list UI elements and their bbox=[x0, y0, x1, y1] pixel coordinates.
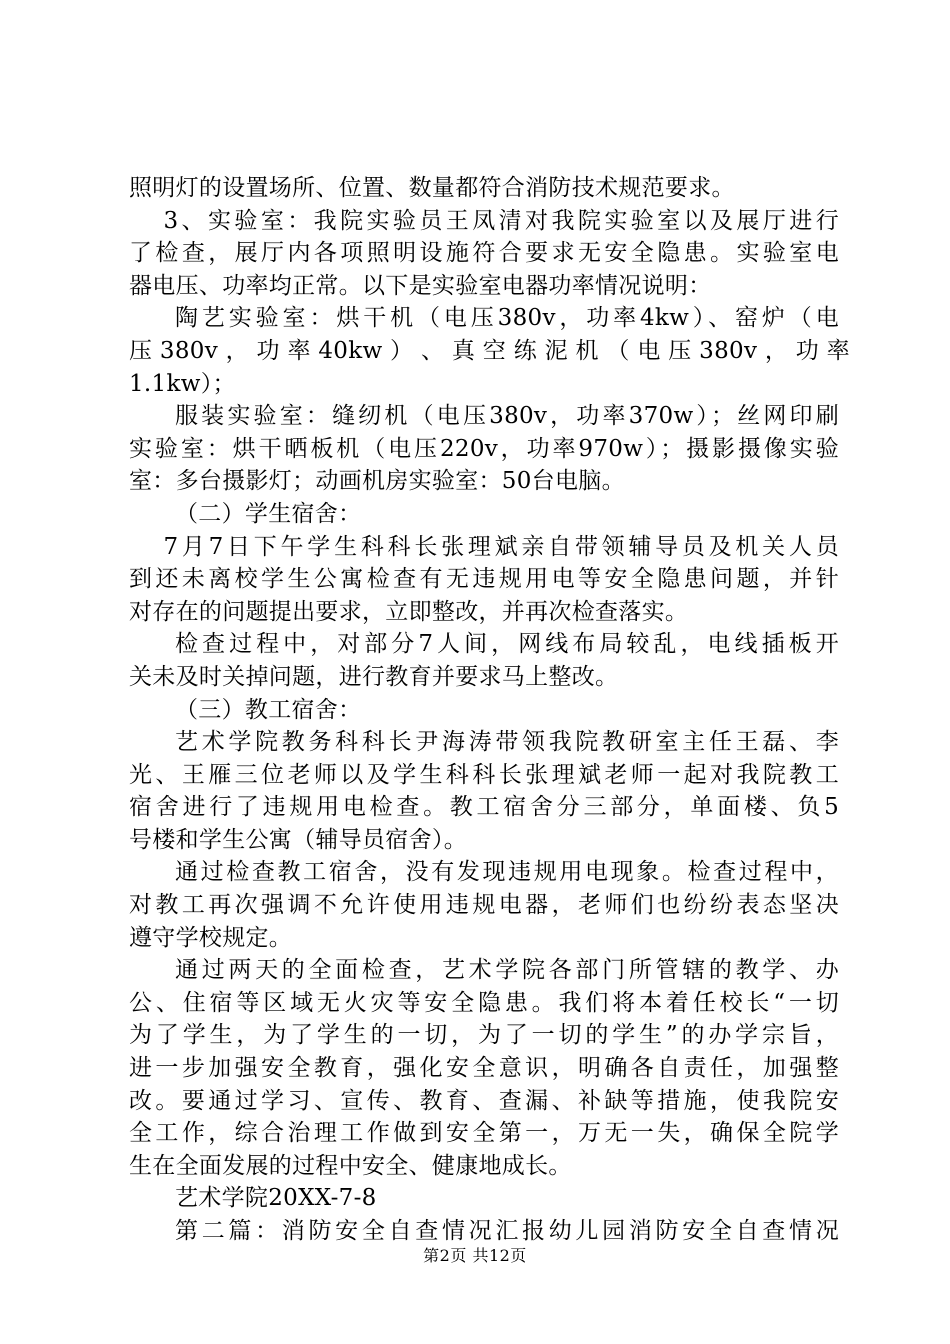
paragraph-line: 了检查，展厅内各项照明设施符合要求无安全隐患。实验室电 bbox=[129, 240, 839, 267]
document-body bbox=[129, 172, 850, 1248]
paragraph-line: 全工作，综合治理工作做到安全第一，万无一失，确保全院学 bbox=[129, 1120, 839, 1147]
paragraph-line: 通过两天的全面检查，艺术学院各部门所管辖的教学、办 bbox=[175, 957, 839, 984]
paragraph-line: （三）教工宿舍： bbox=[175, 696, 362, 723]
paragraph-line: 1.1kw）； bbox=[129, 370, 236, 397]
paragraph-line: 遵守学校规定。 bbox=[129, 924, 293, 951]
paragraph-line: 改。要通过学习、宣传、教育、查漏、补缺等措施，使我院安 bbox=[129, 1087, 839, 1114]
paragraph-line: 压 380v ， 功 率 40kw ） 、 真 空 练 泥 机 （ 电 压 380v ， 功 率 bbox=[129, 337, 850, 364]
paragraph-line: 光、王雁三位老师以及学生科科长张理斌老师一起对我院教工 bbox=[129, 761, 839, 788]
paragraph-line: 3、实验室：我院实验员王凤清对我院实验室以及展厅进行 bbox=[163, 207, 839, 234]
paragraph-line: 通过检查教工宿舍，没有发现违规用电现象。检查过程中， bbox=[175, 859, 839, 886]
paragraph-line: （二）学生宿舍： bbox=[175, 500, 362, 527]
paragraph-line: 艺术学院教务科科长尹海涛带领我院教研室主任王磊、李 bbox=[175, 729, 839, 756]
paragraph-line: 对存在的问题提出要求，立即整改，并再次检查落实。 bbox=[129, 598, 689, 625]
paragraph-line: 室：多台摄影灯；动画机房实验室：50台电脑。 bbox=[129, 468, 625, 495]
paragraph-line: 公、住宿等区域无火灾等安全隐患。我们将本着任校长“一切 bbox=[129, 989, 839, 1016]
paragraph-line: 为了学生，为了学生的一切，为了一切的学生”的办学宗旨， bbox=[129, 1022, 839, 1049]
paragraph-line: 服装实验室：缝纫机（电压380v，功率370w）；丝网印刷 bbox=[175, 403, 839, 430]
paragraph-line: 7月7日下午学生科科长张理斌亲自带领辅导员及机关人员 bbox=[163, 533, 839, 560]
paragraph-line: 生在全面发展的过程中安全、健康地成长。 bbox=[129, 1152, 572, 1179]
paragraph-line: 艺术学院20XX-7-8 bbox=[175, 1185, 377, 1212]
paragraph-line: 器电压、功率均正常。以下是实验室电器功率情况说明： bbox=[129, 272, 712, 299]
paragraph-line: 宿舍进行了违规用电检查。教工宿舍分三部分，单面楼、负5 bbox=[129, 794, 839, 821]
paragraph-line: 检查过程中，对部分7人间，网线布局较乱，电线插板开 bbox=[175, 631, 839, 658]
paragraph-line: 照明灯的设置场所、位置、数量都符合消防技术规范要求。 bbox=[129, 175, 735, 201]
paragraph-line: 关未及时关掉问题，进行教育并要求马上整改。 bbox=[129, 663, 619, 690]
paragraph-line: 对教工再次强调不允许使用违规电器，老师们也纷纷表态坚决 bbox=[129, 892, 839, 919]
paragraph-line: 第二篇：消防安全自查情况汇报幼儿园消防安全自查情况 bbox=[175, 1218, 839, 1244]
paragraph-line: 陶艺实验室：烘干机（电压380v，功率4kw）、窑炉（电 bbox=[175, 305, 839, 332]
paragraph-line: 号楼和学生公寓（辅导员宿舍）。 bbox=[129, 826, 467, 853]
page-footer: 第2页 共12页 bbox=[423, 1246, 527, 1265]
paragraph-line: 实验室：烘干晒板机（电压220v，功率970w）；摄影摄像实验 bbox=[129, 435, 839, 462]
paragraph-line: 到还未离校学生公寓检查有无违规用电等安全隐患问题，并针 bbox=[129, 566, 839, 593]
paragraph-line: 进一步加强安全教育，强化安全意识，明确各自责任，加强整 bbox=[129, 1055, 839, 1082]
